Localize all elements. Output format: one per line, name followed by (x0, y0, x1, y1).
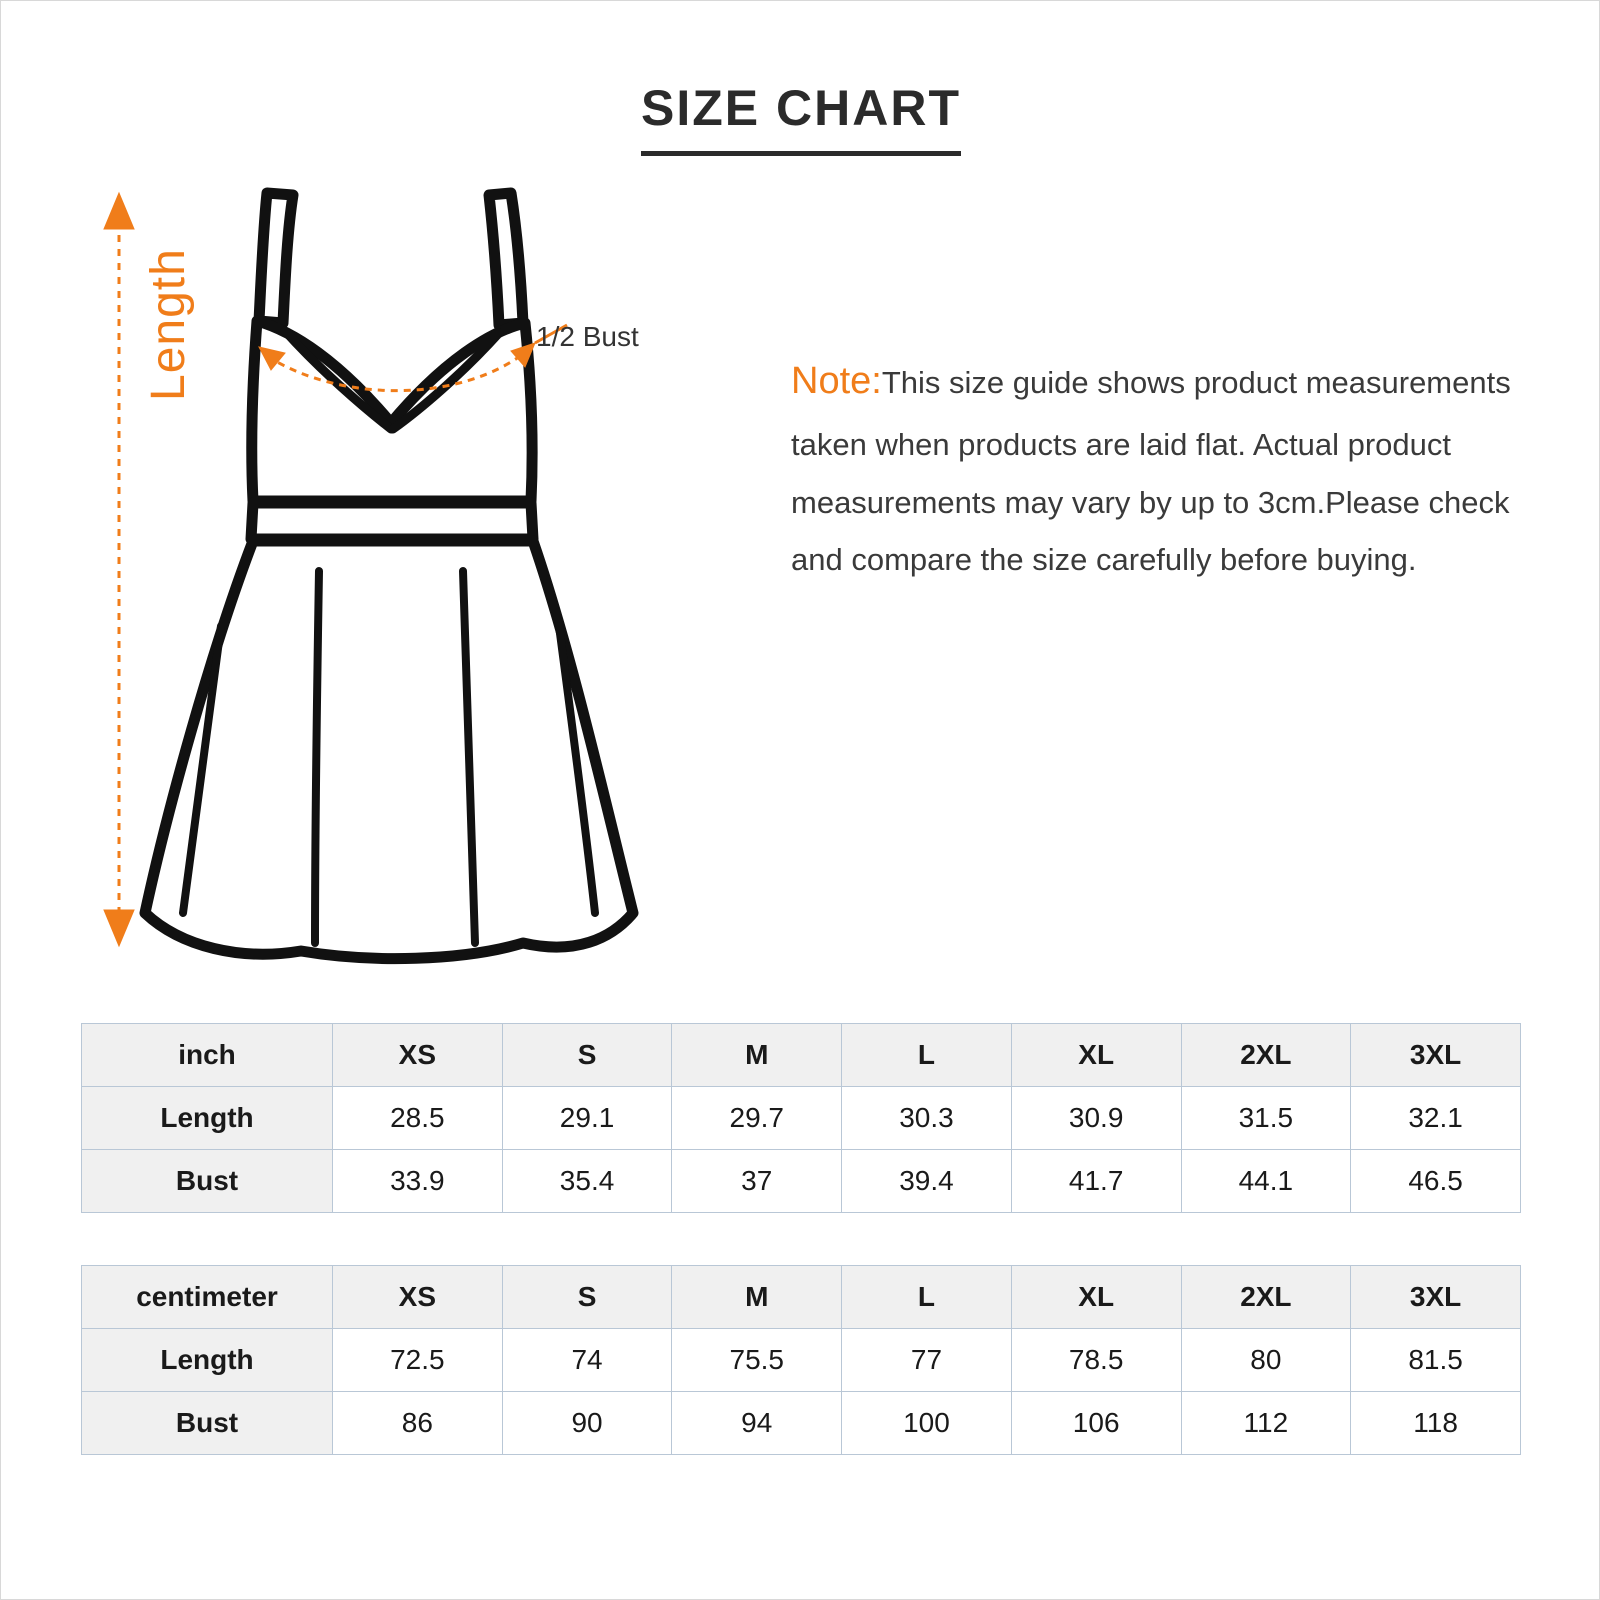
cell-bust-cm-3xl: 118 (1351, 1392, 1521, 1455)
length-dimension-label: Length (142, 248, 195, 401)
note-text: This size guide shows product measurements taken when products are laid flat. Actual product measurements may vary by up to 3cm.Please check and compare the size carefully before buying. (791, 365, 1511, 577)
col-header-cm-l: L (842, 1266, 1012, 1329)
col-header-s: S (502, 1024, 672, 1087)
col-header-m: M (672, 1024, 842, 1087)
cell-length-inch-m: 29.7 (672, 1087, 842, 1150)
cell-length-cm-xs: 72.5 (333, 1329, 503, 1392)
cell-length-inch-s: 29.1 (502, 1087, 672, 1150)
cell-bust-inch-3xl: 46.5 (1351, 1150, 1521, 1213)
cell-bust-cm-2xl: 112 (1181, 1392, 1351, 1455)
table-header-row (82, 1024, 1521, 1087)
size-table-centimeter (81, 1265, 1521, 1455)
cell-bust-inch-m: 37 (672, 1150, 842, 1213)
cell-bust-inch-xl: 41.7 (1011, 1150, 1181, 1213)
col-header-cm-xs: XS (333, 1266, 503, 1329)
cell-length-cm-l: 77 (842, 1329, 1012, 1392)
row-header-bust-cm: Bust (82, 1392, 333, 1455)
unit-header-cm: centimeter (82, 1266, 333, 1329)
page-title-wrapper (1, 79, 1600, 156)
cell-bust-inch-xs: 33.9 (333, 1150, 503, 1213)
cell-bust-inch-l: 39.4 (842, 1150, 1012, 1213)
cell-length-inch-l: 30.3 (842, 1087, 1012, 1150)
cell-bust-inch-s: 35.4 (502, 1150, 672, 1213)
cell-length-cm-3xl: 81.5 (1351, 1329, 1521, 1392)
col-header-3xl: 3XL (1351, 1024, 1521, 1087)
row-header-length-cm: Length (82, 1329, 333, 1392)
col-header-cm-s: S (502, 1266, 672, 1329)
cell-length-inch-xs: 28.5 (333, 1087, 503, 1150)
table-header-row (82, 1266, 1521, 1329)
col-header-cm-m: M (672, 1266, 842, 1329)
cell-bust-cm-m: 94 (672, 1392, 842, 1455)
cell-bust-cm-xl: 106 (1011, 1392, 1181, 1455)
cell-length-cm-2xl: 80 (1181, 1329, 1351, 1392)
length-arrow (104, 193, 134, 946)
cell-bust-cm-s: 90 (502, 1392, 672, 1455)
cell-length-cm-s: 74 (502, 1329, 672, 1392)
col-header-cm-2xl: 2XL (1181, 1266, 1351, 1329)
cell-length-inch-xl: 30.9 (1011, 1087, 1181, 1150)
cell-length-inch-3xl: 32.1 (1351, 1087, 1521, 1150)
cell-length-cm-m: 75.5 (672, 1329, 842, 1392)
cell-bust-cm-xs: 86 (333, 1392, 503, 1455)
row-header-bust-inch: Bust (82, 1150, 333, 1213)
col-header-2xl: 2XL (1181, 1024, 1351, 1087)
size-table-inch (81, 1023, 1521, 1213)
cell-length-inch-2xl: 31.5 (1181, 1087, 1351, 1150)
col-header-l: L (842, 1024, 1012, 1087)
col-header-xl: XL (1011, 1024, 1181, 1087)
col-header-cm-xl: XL (1011, 1266, 1181, 1329)
bust-dimension-label: 1/2 Bust (536, 321, 639, 352)
note-block (791, 346, 1511, 588)
dress-outline (145, 193, 633, 959)
table-row (82, 1392, 1521, 1455)
row-header-length-inch: Length (82, 1087, 333, 1150)
unit-header-inch: inch (82, 1024, 333, 1087)
col-header-xs: XS (333, 1024, 503, 1087)
cell-length-cm-xl: 78.5 (1011, 1329, 1181, 1392)
cell-bust-inch-2xl: 44.1 (1181, 1150, 1351, 1213)
table-row (82, 1329, 1521, 1392)
table-row (82, 1150, 1521, 1213)
page-title: SIZE CHART (641, 79, 961, 156)
cell-bust-cm-l: 100 (842, 1392, 1012, 1455)
table-row (82, 1087, 1521, 1150)
note-keyword: Note: (791, 360, 882, 402)
col-header-cm-3xl: 3XL (1351, 1266, 1521, 1329)
